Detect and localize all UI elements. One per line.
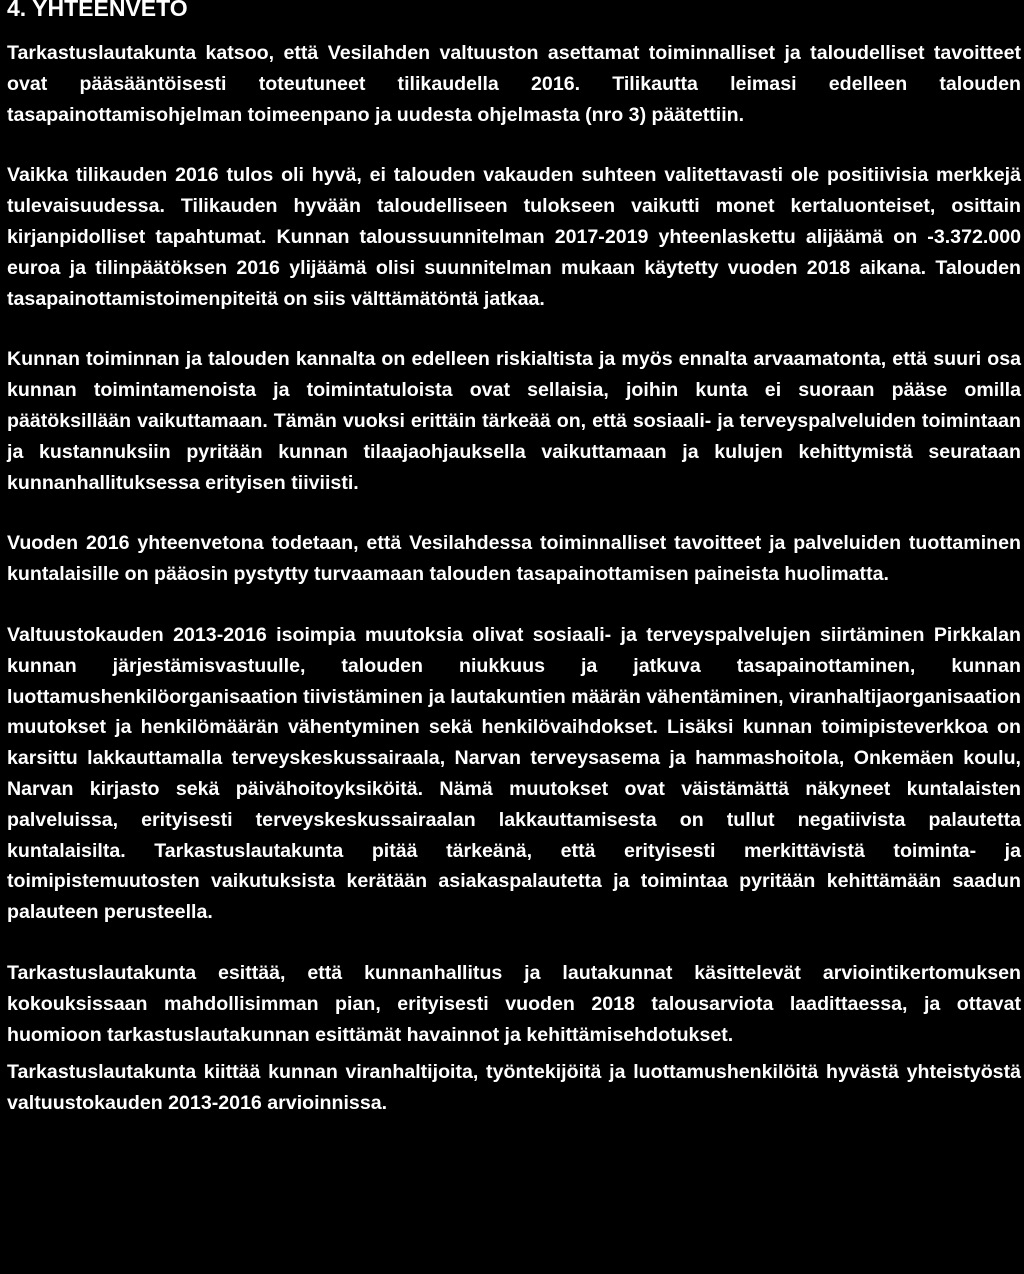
paragraph-gap (7, 1050, 1021, 1057)
paragraph-gap (7, 590, 1021, 620)
paragraph-conclusion-2016: Vuoden 2016 yhteenvetona todetaan, että Vesilahdessa toiminnalliset tavoitteet ja palveluiden tuottaminen kuntalaisille on pääosin pystytty turvaamaan talouden tasapainottamisen paineista huolimatta. (7, 532, 1021, 586)
paragraph-risks: Kunnan toiminnan ja talouden kannalta on edelleen riskialtista ja myös ennalta arvaamatonta, että suuri osa kunnan toimintamenoista ja toimintatuloista ovat sellaisia, joihin kunta ei suoraan pääse omilla päätöksillään vaikuttamaan. Tämän vuoksi erittäin tärkeää on, että sosiaali- ja terveyspalveluiden toimintaan ja kustannuksiin pyritään kunnan tilaajaohjauksella vaikuttamaan ja kulujen kehittymistä seurataan kunnanhallituksessa erityisen tiiviisti. (7, 348, 1021, 494)
paragraph-gap (7, 498, 1021, 528)
paragraph-gap (7, 130, 1021, 160)
section-heading: 4. YHTEENVETO (7, 0, 188, 21)
paragraph-financial-outlook: Vaikka tilikauden 2016 tulos oli hyvä, ei talouden vakauden suhteen valitettavasti ole positiivisia merkkejä tulevaisuudessa. Tilikauden hyvään taloudelliseen tulokseen vaikutti monet kertaluonteiset, osittain kirjanpidolliset tapahtumat. Kunnan taloussuunnitelman 2017-2019 yhteenlaskettu alijäämä on -3.372.000 euroa ja tilinpäätöksen 2016 ylijäämä olisi suunnitelman mukaan käytetty vuoden 2018 aikana. Talouden tasapainottamistoimenpiteitä on siis välttämätöntä jatkaa. (7, 164, 1021, 310)
paragraph-council-term-changes: Valtuustokauden 2013-2016 isoimpia muutoksia olivat sosiaali- ja terveyspalvelujen siirtäminen Pirkkalan kunnan järjestämisvastuulle, talouden niukkuus ja jatkuva tasapainottaminen, kunnan luottamushenkilöorganisaation tiivistäminen ja lautakuntien määrän vähentäminen, viranhaltijaorganisaation muutokset ja henkilömäärän vähentyminen sekä henkilövaihdokset. Lisäksi kunnan toimipisteverkkoa on karsittu lakkauttamalla terveyskeskussairaala, Narvan terveysasema ja hammashoitola, Onkemäen koulu, Narvan kirjasto sekä päivähoitoyksiköitä. Nämä muutokset ovat väistämättä näkyneet kuntalaisten palveluissa, erityisesti terveyskeskussairaalan lakkauttamisesta on tullut negatiivista palautetta kuntalaisilta. Tarkastuslautakunta pitää tärkeänä, että erityisesti merkittävistä toiminta- ja toimipistemuutosten vaikutuksista kerätään asiakaspalautetta ja toimintaa pyritään kehittämään saadun palauteen perusteella. (7, 623, 1021, 924)
paragraph-recommendation: Tarkastuslautakunta esittää, että kunnanhallitus ja lautakunnat käsittelevät arviointikertomuksen kokouksissaan mahdollisimman pian, erityisesti vuoden 2018 talousarviota laadittaessa, ja ottavat huomioon tarkastuslautakunnan esittämät havainnot ja kehittämisehdotukset. (7, 961, 1021, 1046)
paragraph-thanks: Tarkastuslautakunta kiittää kunnan viranhaltijoita, työntekijöitä ja luottamushenkilöitä hyvästä yhteistyöstä valtuustokauden 2013-2016 arvioinnissa. (7, 1061, 1021, 1115)
document-body (7, 38, 1021, 1119)
paragraph-summary: Tarkastuslautakunta katsoo, että Vesilahden valtuuston asettamat toiminnalliset ja taloudelliset tavoitteet ovat pääsääntöisesti toteutuneet tilikaudella 2016. Tilikautta leimasi edelleen talouden tasapainottamisohjelman toimeenpano ja uudesta ohjelmasta (nro 3) päätettiin. (7, 42, 1021, 126)
paragraph-gap (7, 928, 1021, 958)
paragraph-gap (7, 314, 1021, 344)
